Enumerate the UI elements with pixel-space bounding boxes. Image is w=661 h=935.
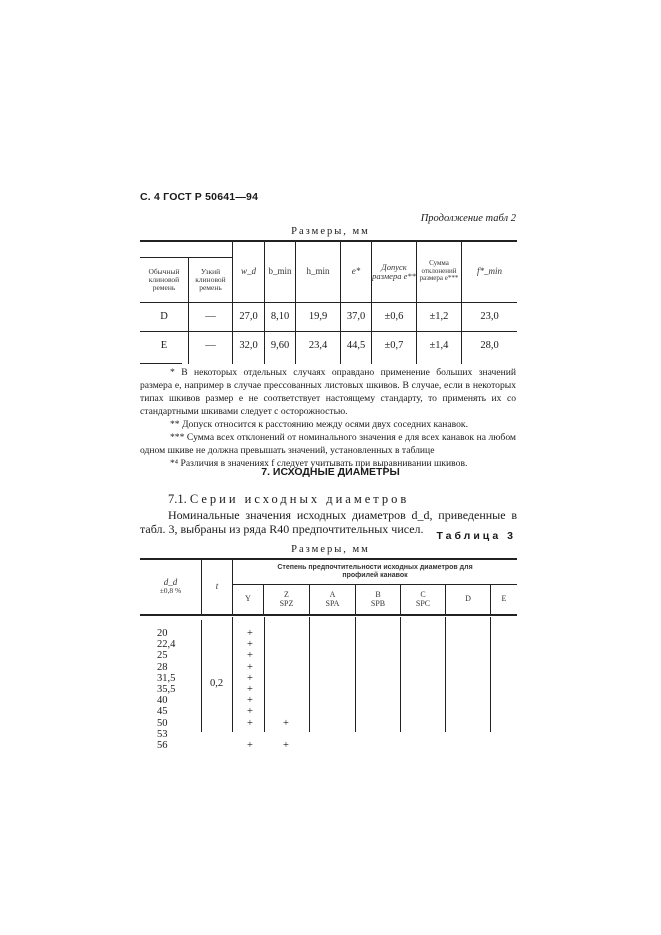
dd-values [157, 628, 175, 751]
table3-cell-y: + [247, 628, 253, 639]
table3-label: Таблица 3 [436, 530, 516, 542]
header-sum-deviations: Сумма отклонений размера e*** [419, 259, 459, 283]
table3-cell-z [279, 729, 293, 740]
table3-units-label: Размеры, мм [291, 544, 370, 555]
table3-cell-z [279, 695, 293, 706]
table3-cell-y: + [247, 661, 253, 673]
table2-cell-profile: D [160, 311, 168, 323]
table3-cell-dd: 25 [157, 650, 168, 662]
table2-cell-wd: 32,0 [239, 340, 258, 352]
table3-cell-dd: 50 [157, 717, 168, 729]
subsection-heading [168, 492, 409, 507]
table3-cell-dd: 56 [157, 740, 168, 752]
table3-body-divider [490, 617, 491, 732]
table3-cell-y: + [247, 650, 253, 662]
table3-cell-y: + [247, 706, 253, 718]
subsection-number: 7.1. [168, 492, 187, 506]
table2-cell-fmin: 23,0 [480, 311, 499, 323]
table3-cell-y: + [247, 639, 253, 651]
footnote-4: *⁴ Различия в значениях f следует учитывать при выравнивании шкивов. [170, 458, 468, 469]
table3-body-divider [445, 617, 446, 732]
footnote-2: ** Допуск относится к расстоянию между осями двух соседних канавок. [170, 419, 468, 430]
table2-cell-fmin: 28,0 [480, 340, 499, 352]
table2-cell-hmin: 19,9 [308, 311, 328, 323]
table2-cell-profile: E [160, 340, 168, 352]
page-header: С. 4 ГОСТ Р 50641—94 [140, 191, 259, 203]
footnote-1: * В некоторых отдельных случаях оправдано применение больших значений размера e, например в случае прессованных листовых шкивов. В случае, если в некоторых типах шкивов размер e не соответствует настоящему стандарту, то применять их со стандартными шкивами следует с осторожностью. [140, 367, 516, 417]
table3-cell-dd: 22,4 [157, 639, 176, 651]
table3-cell-y: + [247, 739, 253, 751]
table3-cell-dd: 45 [157, 706, 168, 718]
header-classic-belt: Обычный клиновой ремень [148, 267, 180, 292]
table2-cell-e: 44,5 [346, 340, 366, 352]
profile-label-alt: SPA [325, 598, 340, 608]
header-dd-symbol: d_d [163, 576, 178, 587]
table3-cell-z [279, 673, 293, 684]
profile-label: Y [245, 594, 251, 604]
table2-cell-sum: ±1,2 [429, 311, 449, 323]
table3-body-divider [309, 617, 310, 732]
table-continuation-label: Продолжение табл 2 [420, 213, 516, 224]
footnote-rule [140, 363, 182, 364]
table3-body-divider [355, 617, 356, 732]
header-tolerance-e: Допуск размера e** [372, 261, 416, 281]
table3-cell-z [279, 639, 293, 650]
table3-cell-y: + [247, 683, 253, 695]
table2-cell-hmin: 23,4 [308, 340, 328, 352]
paragraph-text: Номинальные значения исходных диаметров d_d, приведенные в табл. 3, выбраны из ряда R40 предпочтительных чисел. [140, 508, 517, 536]
header-hmin: h_min [306, 265, 330, 276]
table3-cell-dd: 31,5 [157, 672, 176, 684]
table3-cell-y: + [247, 672, 253, 684]
profile-label: A [329, 590, 336, 600]
table3-cell-dd: 20 [157, 628, 168, 639]
y-values [243, 628, 257, 751]
table3-body-divider [264, 617, 265, 732]
table3-cell-y: + [247, 717, 253, 729]
table3-cell-z [279, 650, 293, 661]
table3-cell-dd: 53 [157, 728, 168, 740]
header-fmin: f*_min [476, 265, 502, 276]
table3-body-divider [201, 620, 202, 732]
table2-cell-e: 37,0 [346, 311, 366, 323]
header-profile-z [264, 585, 309, 614]
table3-cell-dd: 35,5 [157, 684, 176, 696]
table2-cell-narrow: — [205, 311, 216, 323]
header-profile-b [356, 585, 400, 614]
profile-label: B [375, 590, 381, 600]
footnotes [140, 366, 516, 470]
header-profile-d: D [465, 594, 471, 604]
table3-cell-z [279, 662, 293, 673]
table2-cell-sum: ±1,4 [429, 340, 449, 352]
table3-cell-dd: 28 [157, 661, 168, 673]
header-narrow-belt: Узкий клиновой ремень [195, 267, 226, 292]
z-values [279, 628, 293, 751]
table3-cell-z [279, 706, 293, 717]
table3-body-divider [232, 617, 233, 732]
table2-cell-tolerance: ±0,7 [384, 340, 404, 352]
table2-cell-wd: 27,0 [239, 311, 258, 323]
table3-cell-z: + [283, 739, 289, 751]
table3-cell-z [279, 628, 293, 639]
table3-header-rule [140, 614, 517, 616]
header-t: t [215, 580, 219, 591]
profile-label-alt: SPZ [279, 598, 294, 608]
table3-cell-z: + [283, 717, 289, 729]
subsection-title: Серии исходных диаметров [189, 492, 410, 506]
section-title: 7. ИСХОДНЫЕ ДИАМЕТРЫ [261, 466, 400, 478]
header-bmin: b_min [268, 265, 292, 276]
table2-cell-bmin: 9,60 [270, 340, 290, 352]
table3-cell-t: 0,2 [210, 678, 224, 689]
profile-label-alt: SPB [370, 598, 386, 608]
header-e: e* [351, 265, 361, 276]
header-profile-c [401, 585, 445, 614]
table3-body-divider [400, 617, 401, 732]
table3-cell-y: + [247, 695, 253, 707]
profile-label-alt: SPC [415, 598, 431, 608]
header-dd-tolerance: ±0,8 % [159, 586, 182, 596]
header-wd: w_d [240, 265, 256, 276]
header-groove-profiles [140, 241, 232, 257]
profile-label: Z [284, 590, 289, 600]
table2-units-label: Размеры, мм [291, 226, 370, 237]
header-preference-group: Степень предпочтительности исходных диаметров для профилей канавок [277, 564, 473, 579]
table2-cell-tolerance: ±0,6 [384, 311, 404, 323]
table3-cell-y [243, 729, 257, 740]
header-dd [140, 559, 201, 614]
profile-label: C [420, 590, 426, 600]
table2-cell-bmin: 8,10 [270, 311, 290, 323]
header-profile-a [310, 585, 355, 614]
footnote-3: *** Сумма всех отклонений от номинального значения e для всех канавок на любом одном шкиве не должна превышать значений, установленных в таблице [140, 432, 516, 456]
header-profile-y [233, 585, 263, 614]
table3-cell-z [279, 684, 293, 695]
table2-cell-narrow: — [205, 340, 216, 352]
table3-cell-dd: 40 [157, 695, 168, 707]
header-profile-e: E [501, 594, 507, 604]
